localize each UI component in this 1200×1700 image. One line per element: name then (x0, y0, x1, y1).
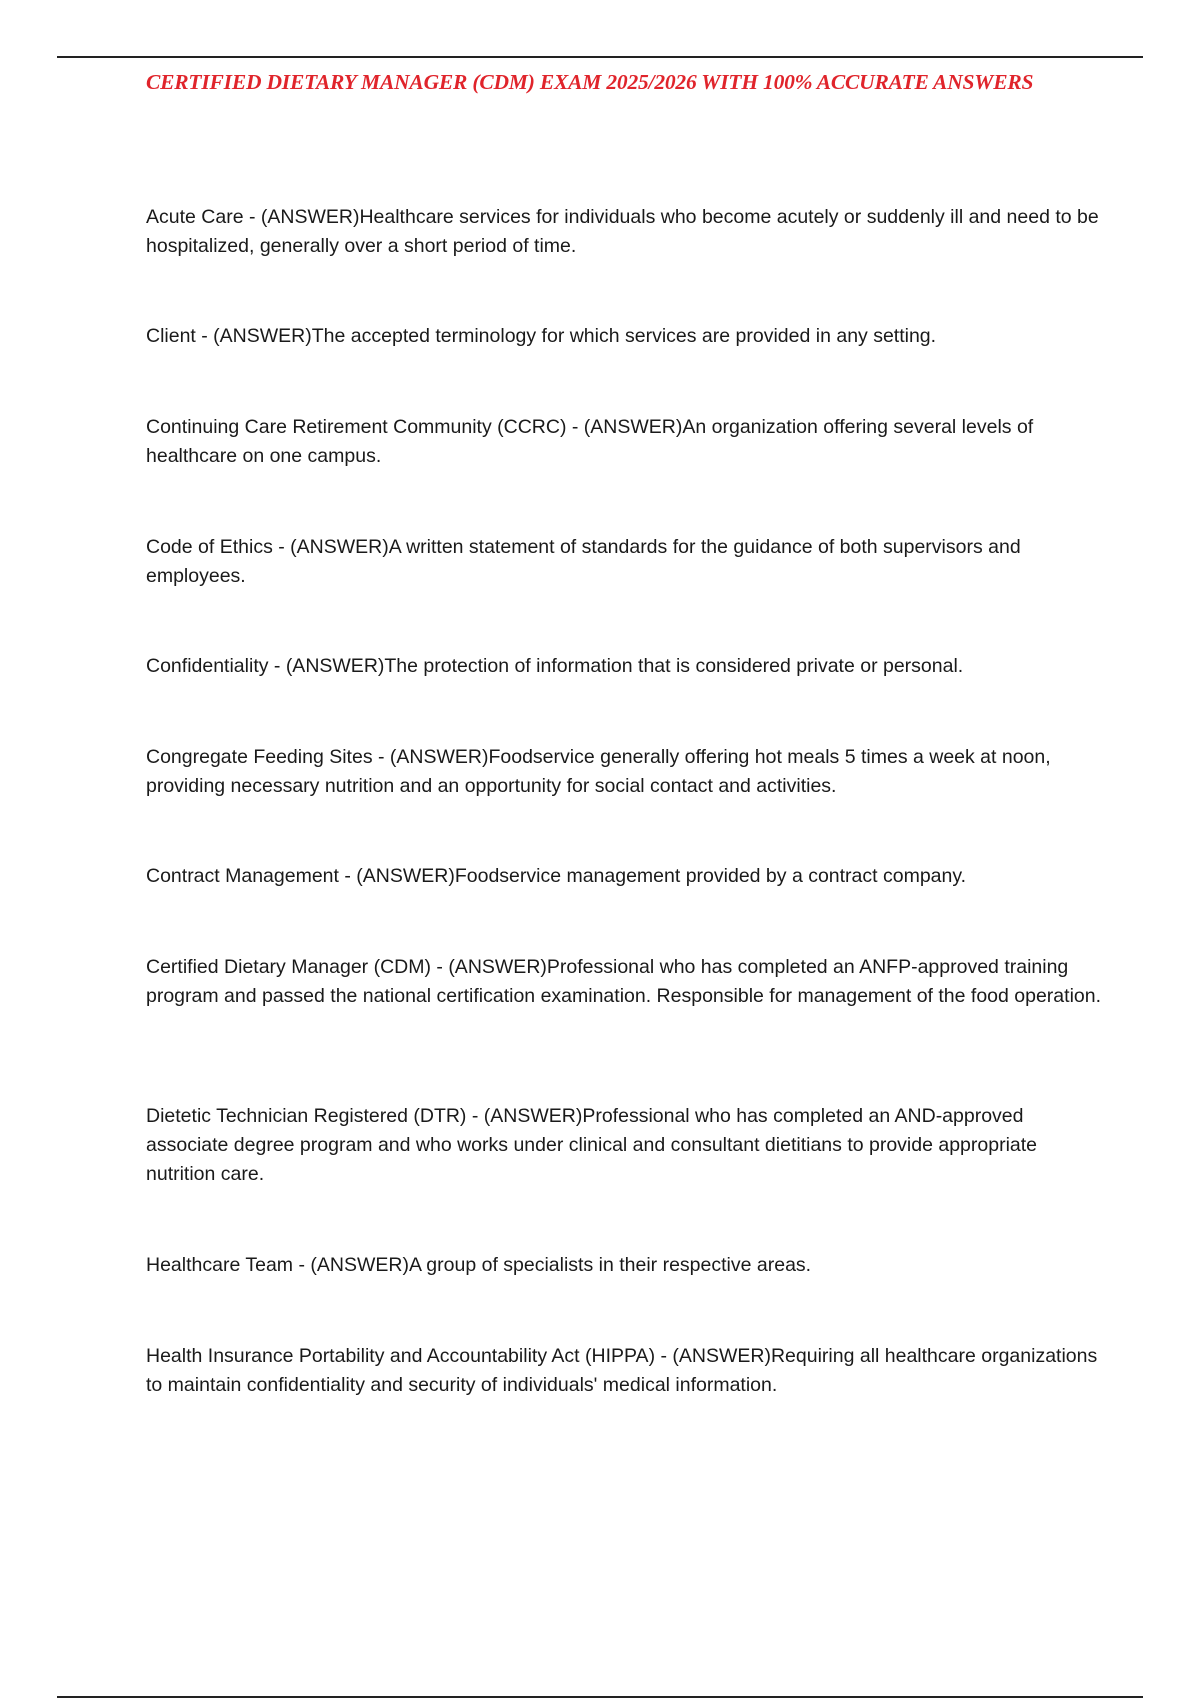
term-entry: Confidentiality - (ANSWER)The protection of information that is considered private or personal. (146, 655, 964, 677)
top-divider (57, 56, 1143, 58)
term-entry: Contract Management - (ANSWER)Foodservice management provided by a contract company. (146, 865, 967, 887)
term-entry: Healthcare Team - (ANSWER)A group of specialists in their respective areas. (146, 1254, 812, 1276)
term-entry: Certified Dietary Manager (CDM) - (ANSWER)Professional who has completed an ANFP-approved training program and passed the national certification examination. Responsible for management of the food operation. (146, 956, 1102, 1007)
term-entry: Client - (ANSWER)The accepted terminology for which services are provided in any setting. (146, 325, 937, 347)
term-entry: Dietetic Technician Registered (DTR) - (ANSWER)Professional who has completed an AND-approved associate degree program and who works under clinical and consultant dietitians to provide appropriate nutrition care. (146, 1105, 1038, 1185)
term-entry: Acute Care - (ANSWER)Healthcare services for individuals who become acutely or suddenly ill and need to be hospitalized, generally over a short period of time. (146, 206, 1099, 257)
term-entry: Congregate Feeding Sites - (ANSWER)Foodservice generally offering hot meals 5 times a week at noon, providing necessary nutrition and an opportunity for social contact and activities. (146, 746, 1051, 797)
document-title: CERTIFIED DIETARY MANAGER (CDM) EXAM 2025/2026 WITH 100% ACCURATE ANSWERS (146, 70, 1034, 94)
term-entry: Code of Ethics - (ANSWER)A written statement of standards for the guidance of both supervisors and employees. (146, 536, 1021, 587)
bottom-divider (57, 1696, 1143, 1698)
term-entry: Continuing Care Retirement Community (CCRC) - (ANSWER)An organization offering several levels of healthcare on one campus. (146, 416, 1034, 467)
term-entry: Health Insurance Portability and Accountability Act (HIPPA) - (ANSWER)Requiring all healthcare organizations to maintain confidentiality and security of individuals' medical information. (146, 1345, 1098, 1396)
